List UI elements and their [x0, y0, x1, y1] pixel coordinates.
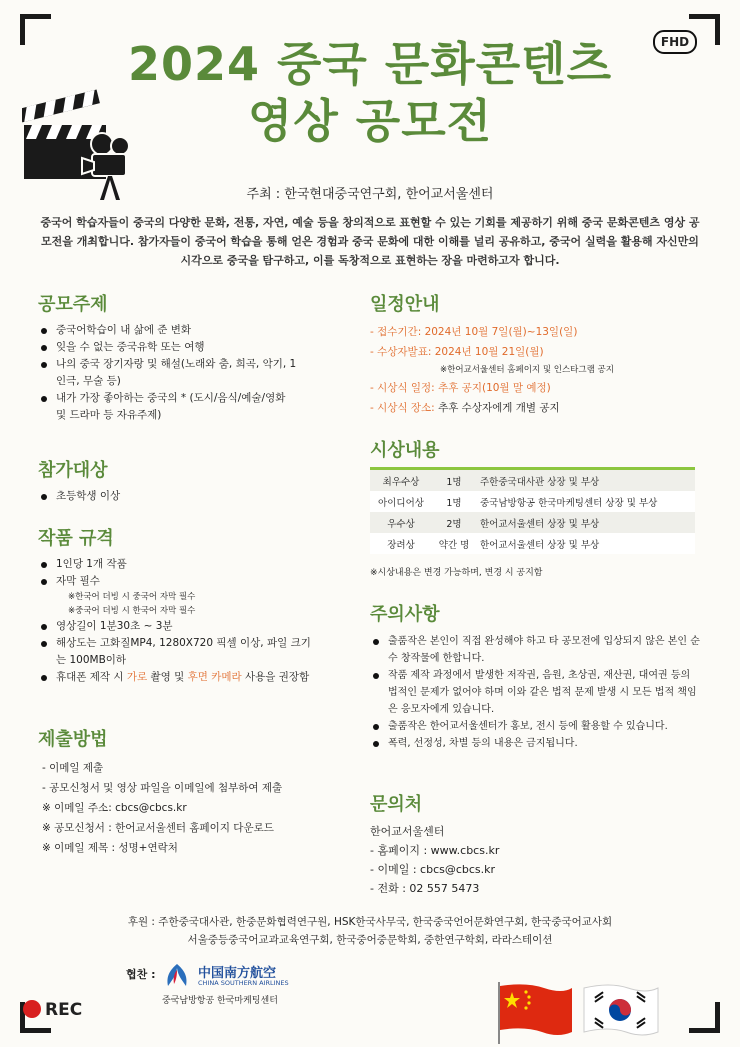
table-row: 장려상 약간 명 한어교서울센터 상장 및 부상 — [370, 533, 695, 554]
list-item: 1인당 1개 작품 — [38, 556, 338, 573]
caution-list — [370, 633, 700, 752]
list-item: 출품작은 본인이 직접 완성해야 하고 타 공모전에 입상되지 않은 본인 순수 창작물에 한합니다. — [370, 633, 700, 667]
theme-heading: 공모주제 — [38, 294, 108, 315]
airline-logo-icon — [160, 962, 194, 990]
eligibility-heading: 참가대상 — [38, 460, 108, 481]
sponsors: 후원 : 주한중국대사관, 한중문화협력연구원, HSK한국사무국, 한국중국언어문화연구회, 한국중국어교사회 서울중등중국어교과교육연구회, 한국중어중문학회, 중한연구학회, 라라스테이션 — [127, 916, 613, 946]
frame-corner-bottom-right — [689, 1002, 720, 1033]
cooperation-caption: 중국남방항공 한국마케팅센터 — [162, 996, 278, 1006]
fhd-badge: FHD — [653, 30, 697, 54]
record-dot-icon — [23, 1000, 41, 1018]
submission-lines: - 이메일 제출 - 공모신청서 및 영상 파일을 이메일에 첨부하여 제출 ※ 이메일 주소: cbcs@cbcs.kr ※ 공모신청서 : 한어교서울센터 홈페이지 다운로드 ※ 이메일 제목 : 성명+연락처 — [42, 762, 283, 854]
rec-indicator: REC — [23, 1000, 82, 1020]
list-item: 내가 가장 좋아하는 중국의 * (도시/음식/예술/영화 및 드라마 등 자유주제) — [38, 390, 298, 424]
list-item: 출품작은 한어교서울센터가 홍보, 전시 등에 활용할 수 있습니다. — [370, 718, 700, 735]
list-item: 폭력, 선정성, 차별 등의 내용은 금지됩니다. — [370, 735, 700, 752]
intro-paragraph: 중국어 학습자들이 중국의 다양한 문화, 전통, 자연, 예술 등을 창의적으로 표현할 수 있는 기회를 제공하기 위해 중국 문화콘텐츠 영상 공모전을 개최합니다. 참가자들이 중국어 학습을 통해 얻은 경험과 중국 문화에 대한 이해를 널리 공유하고, 중국어 실력을 활용해 자신만의 시각으로 중국을 탐구하고, 이를 독창적으로 표현하는 장을 마련하고자 합니다. — [40, 216, 700, 267]
list-item: 작품 제작 과정에서 발생한 저작권, 음원, 초상권, 재산권, 대여권 등의 법적인 문제가 없어야 하며 이와 같은 법적 문제 발생 시 모든 법적 책임은 응모자에게 있습니다. — [370, 667, 700, 718]
cooperation-label: 협찬 : — [126, 968, 156, 981]
list-item: 나의 중국 장기자랑 및 해설(노래와 춤, 희곡, 악기, 1인극, 무술 등) — [38, 356, 298, 390]
schedule-heading: 일정안내 — [370, 294, 440, 315]
awards-table — [370, 470, 695, 554]
spec-list — [38, 556, 338, 686]
host-line: 주최 : 한국현대중국연구회, 한어교서울센터 — [246, 187, 494, 202]
china-flag-icon — [496, 982, 576, 1044]
table-row: 우수상 2명 한어교서울센터 상장 및 부상 — [370, 512, 695, 533]
list-item: 자막 필수 ※한국어 더빙 시 중국어 자막 필수 ※중국어 더빙 시 한국어 자막 필수 — [38, 573, 338, 618]
airline-name-en: CHINA SOUTHERN AIRLINES — [198, 979, 289, 987]
note: ※중국어 더빙 시 한국어 자막 필수 — [68, 606, 196, 616]
caution-heading: 주의사항 — [370, 604, 440, 625]
awards-note: ※시상내용은 변경 가능하며, 변경 시 공지함 — [370, 568, 543, 578]
schedule-lines: - 접수기간: 2024년 10월 7일(월)~13일(일) - 수상자발표: 2024년 10월 21일(월) ※한어교서울센터 홈페이지 및 인스타그램 공지 - 시상식 일정: 추후 공지(10월 말 예정) - 시상식 장소: 추후 수상자에게 개별 공지 — [370, 326, 614, 414]
theme-list — [38, 322, 298, 424]
list-item: 초등학생 이상 — [38, 488, 298, 505]
page-title-line2: 영상 공모전 — [247, 94, 493, 148]
table-row: 최우수상 1명 주한중국대사관 상장 및 부상 — [370, 470, 695, 491]
list-item: 영상길이 1분30초 ~ 3분 — [38, 618, 338, 635]
contact-heading: 문의처 — [370, 794, 423, 815]
contact-lines: 한어교서울센터 - 홈페이지 : www.cbcs.kr - 이메일 : cbcs@cbcs.kr - 전화 : 02 557 5473 — [370, 825, 500, 895]
list-item: 해상도는 고화질MP4, 1280X720 픽셀 이상, 파일 크기는 100MB이하 — [38, 635, 311, 669]
list-item: 잊을 수 없는 중국유학 또는 여행 — [38, 339, 298, 356]
list-item: 중국어학습이 내 삶에 준 변화 — [38, 322, 298, 339]
awards-heading: 시상내용 — [370, 440, 440, 461]
eligibility-list — [38, 488, 298, 505]
submission-heading: 제출방법 — [38, 729, 108, 750]
table-row: 아이디어상 1명 중국남방항공 한국마케팅센터 상장 및 부상 — [370, 491, 695, 512]
airline-name-cn: 中国南方航空 — [198, 966, 277, 981]
page-title-line1: 2024 중국 문화콘텐츠 — [127, 37, 613, 91]
spec-heading: 작품 규격 — [38, 528, 114, 549]
korea-flag-icon — [580, 982, 660, 1044]
list-item: 휴대폰 제작 시 가로 촬영 및 후면 카메라 사용을 권장함 — [38, 669, 338, 686]
note: ※한국어 더빙 시 중국어 자막 필수 — [68, 592, 196, 602]
